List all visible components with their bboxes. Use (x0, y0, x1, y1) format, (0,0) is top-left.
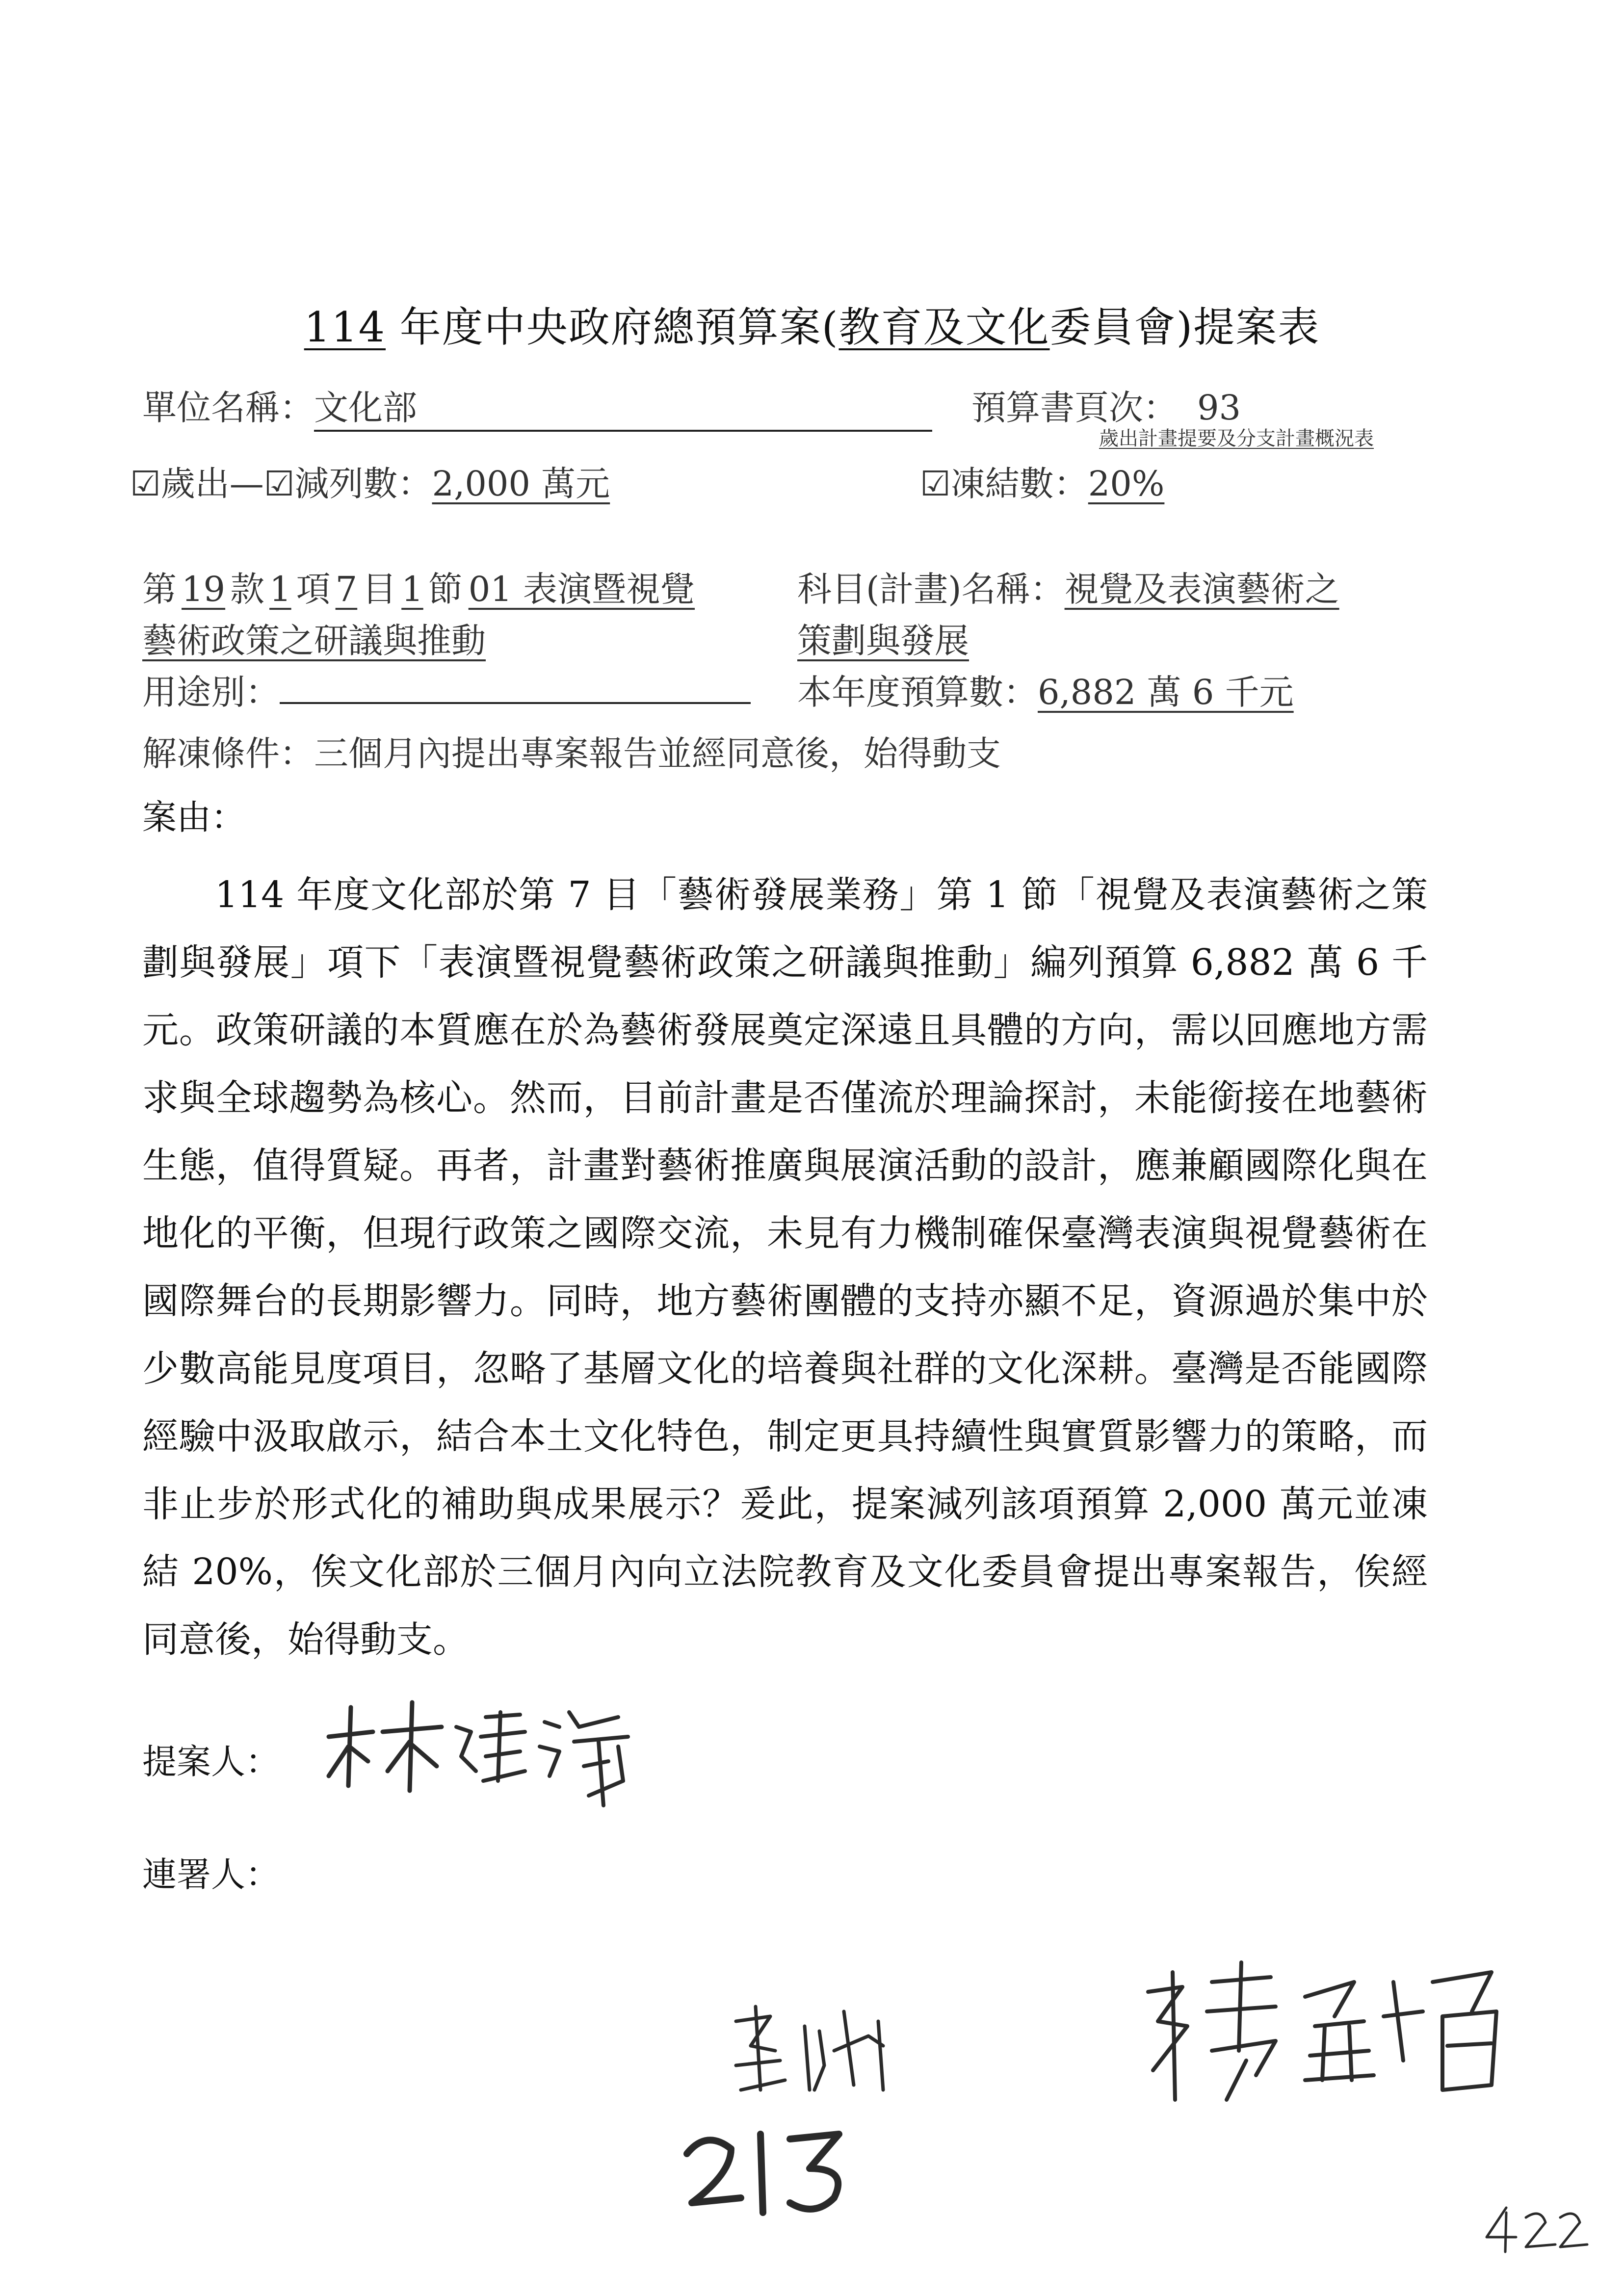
budget-row (797, 665, 1294, 714)
page-row (971, 380, 1241, 430)
item-mu: 7 (335, 569, 358, 609)
sheet-number-handwritten (1477, 2198, 1590, 2257)
subject-label: 科目(計畫)名稱： (797, 569, 1065, 609)
item-mu-label: 目 (362, 569, 397, 609)
item-kuan: 19 (182, 569, 226, 609)
item-code-name-2: 藝術政策之研議與推動 (142, 621, 486, 661)
usage-label: 用途別： (142, 672, 280, 712)
cosigner-signature-2 (721, 1992, 927, 2110)
item-xiang: 1 (269, 569, 291, 609)
cut-row (130, 456, 610, 506)
item-jie: 1 (401, 569, 423, 609)
unit-label: 單位名稱： (142, 388, 314, 428)
title-committee: 教育及文化 (838, 303, 1050, 351)
title-end: 委員會)提案表 (1049, 303, 1320, 351)
usage-blank (280, 673, 751, 704)
title-year: 114 (304, 303, 386, 351)
usage-row (142, 665, 751, 714)
page-label: 預算書頁次： (971, 388, 1178, 428)
page-note: 歲出計畫提要及分支計畫概況表 (1099, 427, 1374, 450)
cosigner-label: 連署人： (142, 1854, 280, 1895)
reason-label: 案由： (142, 797, 245, 837)
unit-value: 文化部 (314, 380, 932, 432)
subject-value-2: 策劃與發展 (797, 621, 969, 661)
item-xiang-label: 項 (296, 569, 331, 609)
freeze-label: 凍結數： (950, 464, 1088, 504)
unit-row (142, 380, 932, 432)
budget-value: 6,882 萬 6 千元 (1038, 672, 1294, 712)
freeze-row (920, 456, 1164, 506)
proposer-label: 提案人： (142, 1742, 280, 1782)
proposer-signature (314, 1697, 657, 1820)
page-number-handwritten (677, 2119, 873, 2222)
freeze-value: 20% (1088, 464, 1165, 504)
page-title (0, 294, 1624, 354)
item-kuan-label: 款 (230, 569, 265, 609)
title-middle: 年度中央政府總預算案( (386, 303, 839, 351)
cut-checkbox: ☑ (263, 464, 295, 504)
item-jie-label: 節 (428, 569, 463, 609)
expense-checkbox: ☑ (130, 464, 161, 504)
expense-label: 歲出— (160, 464, 264, 504)
cut-label: 減列數： (294, 464, 432, 504)
subject-line1 (797, 562, 1339, 611)
reason-text: 114 年度文化部於第 7 目「藝術發展業務」第 1 節「視覺及表演藝術之策劃與發展」項下「表演暨視覺藝術政策之研議與推動」編列預算 6,882 萬 6 千元。政策研議的本質應在於為藝術發展奠定深遠且具體的方向，需以回應地方需求與全球趨勢為核心。然而，目前計畫是否僅流於理論探討，未能銜接在地藝術生態，值得質疑。再者，計畫對藝術推廣與展演活動的設計，應兼顧國際化與在地化的平衡，但現行政策之國際交流，未見有力機制確保臺灣表演與視覺藝術在國際舞台的長期影響力。同時，地方藝術團體的支持亦顯不足，資源過於集中於少數高能見度項目，忽略了基層文化的培養與社群的文化深耕。臺灣是否能國際經驗中汲取啟示，結合本土文化特色，制定更具持續性與實質影響力的策略，而非止步於形式化的補助與成果展示？爰此，提案減列該項預算 2,000 萬元並凍結 20%，俟文化部於三個月內向立法院教育及文化委員會提出專案報告，俟經同意後，始得動支。 (142, 874, 1428, 1661)
cut-value: 2,000 萬元 (432, 464, 610, 504)
item-code-line1 (142, 562, 695, 611)
unfreeze-condition: 解凍條件：三個月內提出專案報告並經同意後，始得動支 (142, 733, 1001, 774)
subject-value-1: 視覺及表演藝術之 (1064, 569, 1339, 609)
cosigner-signature-1 (1128, 1953, 1521, 2114)
item-code-name-1: 01 表演暨視覺 (468, 569, 695, 609)
page-value: 93 (1197, 388, 1241, 428)
budget-label: 本年度預算數： (797, 672, 1038, 712)
freeze-checkbox: ☑ (920, 464, 951, 504)
item-prefix: 第 (142, 569, 177, 609)
